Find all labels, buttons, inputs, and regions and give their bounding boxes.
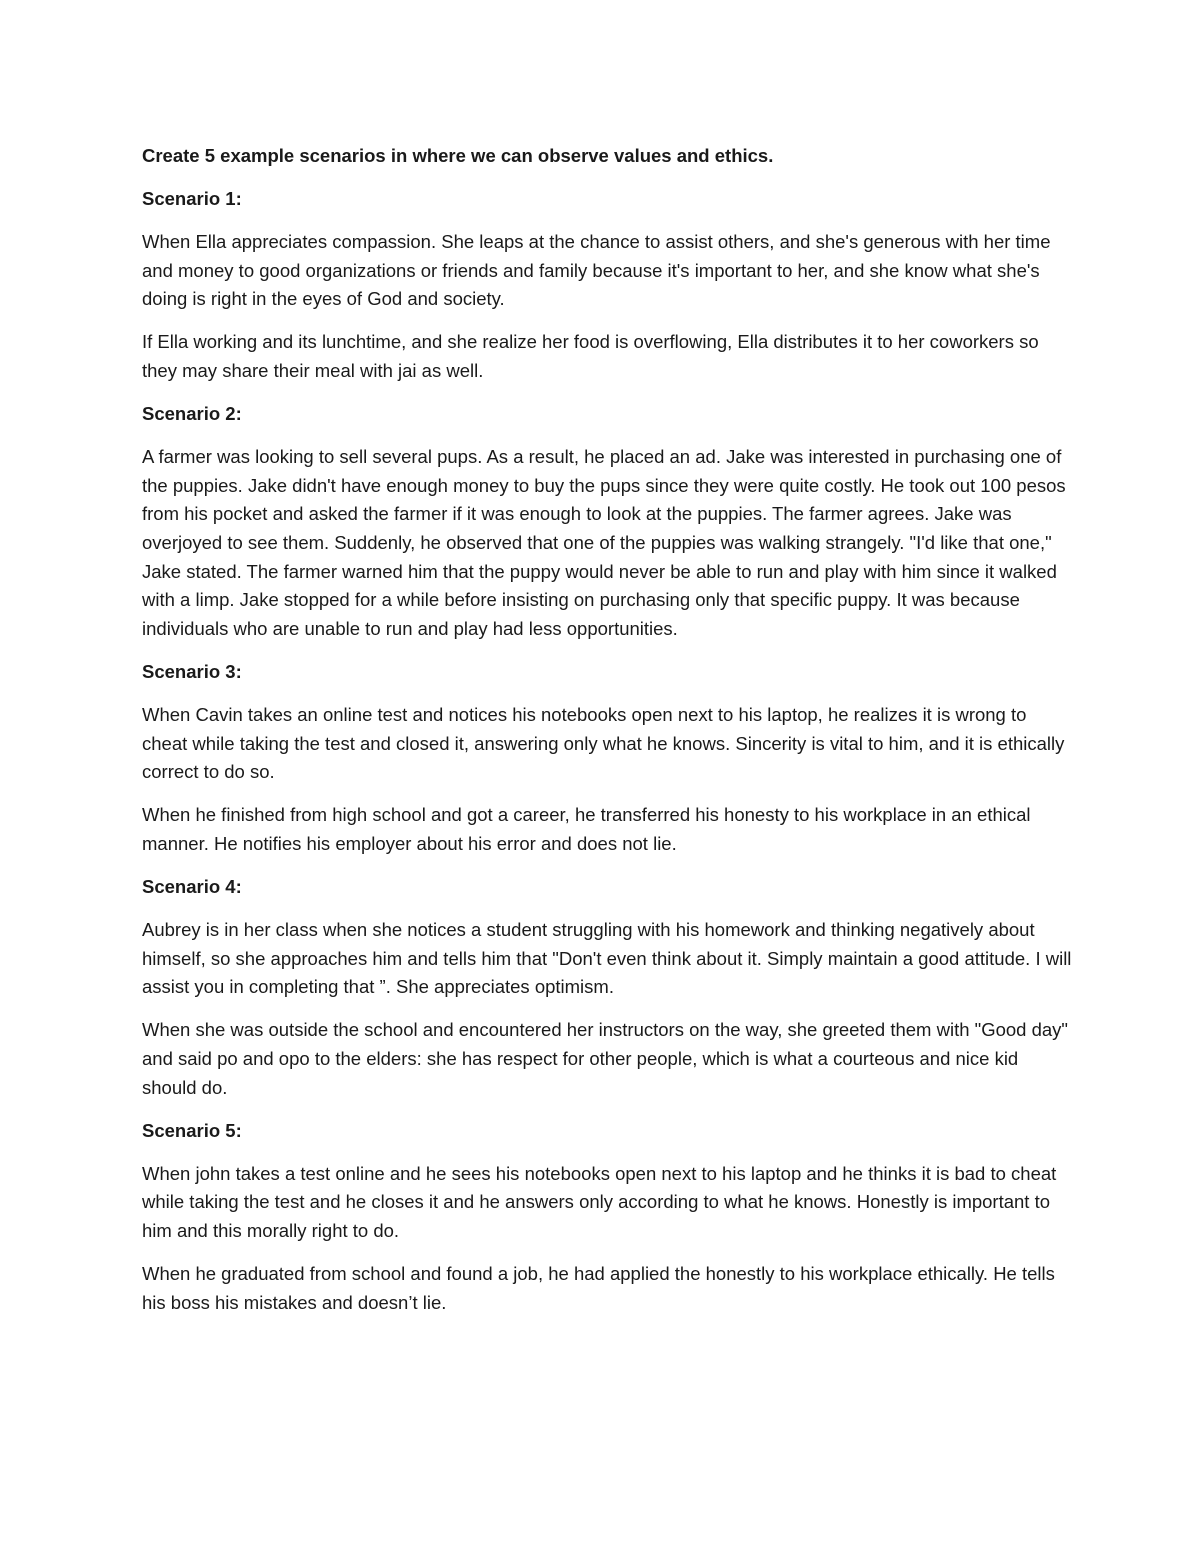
document-title: Create 5 example scenarios in where we can observe values and ethics.: [142, 145, 774, 166]
scenario-1-heading: Scenario 1:: [142, 188, 242, 210]
scenario-5-paragraph-1: When john takes a test online and he sees his notebooks open next to his laptop and he thinks it is bad to cheat while taking the test and he closes it and he answers only according to what he knows. Honestly is important to him and this morally right to do.: [142, 1162, 1057, 1241]
scenario-2-heading: Scenario 2:: [142, 403, 242, 425]
scenario-2-paragraph-1: A farmer was looking to sell several pups. As a result, he placed an ad. Jake was interested in purchasing one of the puppies. Jake didn't have enough money to buy the pups since they were quite costly. He took out 100 pesos from his pocket and asked the farmer if it was enough to look at the puppies. The farmer agrees. Jake was overjoyed to see them. Suddenly, he observed that one of the puppies was walking strangely. "I'd like that one," Jake stated. The farmer warned him that the puppy would never be able to run and play with him since it walked with a limp. Jake stopped for a while before insisting on purchasing only that specific puppy. It was because individuals who are unable to run and play had less opportunities.: [142, 446, 1066, 639]
scenario-1-paragraph-2: If Ella working and its lunchtime, and she realize her food is overflowing, Ella distributes it to her coworkers so they may share their meal with jai as well.: [142, 331, 1039, 382]
scenario-4-heading: Scenario 4:: [142, 875, 242, 897]
scenario-5-paragraph-2: When he graduated from school and found a job, he had applied the honestly to his workplace ethically. He tells his boss his mistakes and doesn’t lie.: [142, 1263, 1055, 1313]
scenario-3-heading: Scenario 3:: [142, 660, 242, 682]
scenario-4-paragraph-2: When she was outside the school and encountered her instructors on the way, she greeted them with "Good day" and said po and opo to the elders: she has respect for other people, which is what a courteous and nice kid should do.: [142, 1019, 1068, 1098]
scenario-1-paragraph-1: When Ella appreciates compassion. She leaps at the chance to assist others, and she's generous with her time and money to good organizations or friends and family because it's important to her, and she know what she's doing is right in the eyes of God and society.: [142, 231, 1051, 310]
scenario-3-paragraph-1: When Cavin takes an online test and notices his notebooks open next to his laptop, he realizes it is wrong to cheat while taking the test and closed it, answering only what he knows. Sincerity is vital to him, and it is ethically correct to do so.: [142, 704, 1065, 783]
scenario-5-heading: Scenario 5:: [142, 1119, 242, 1141]
scenario-4-paragraph-1: Aubrey is in her class when she notices a student struggling with his homework and thinking negatively about himself, so she approaches him and tells him that "Don't even think about it. Simply maintain a good attitude. I will assist you in completing that ”. She appreciates optimism.: [142, 919, 1072, 998]
document-body: [142, 142, 1072, 1332]
scenario-3-paragraph-2: When he finished from high school and got a career, he transferred his honesty to his workplace in an ethical manner. He notifies his employer about his error and does not lie.: [142, 804, 1031, 854]
